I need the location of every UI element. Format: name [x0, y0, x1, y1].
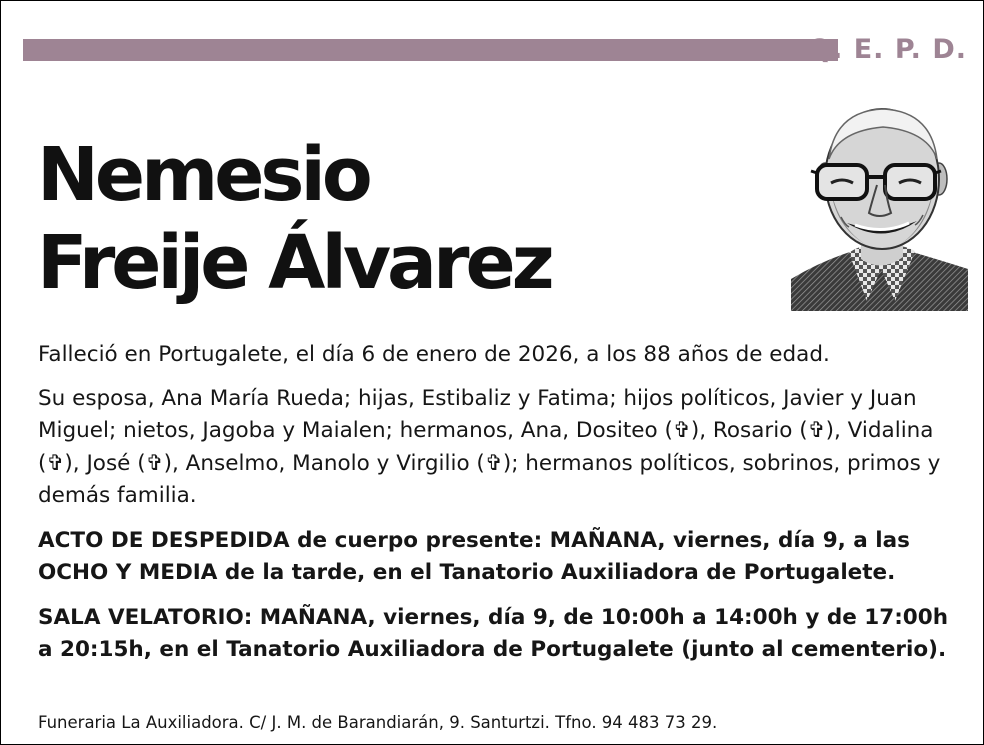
deceased-portrait: [791, 101, 968, 311]
deceased-surnames: Freije Álvarez: [37, 220, 551, 306]
header-bar: [23, 39, 838, 61]
qepd-label: Q. E. P. D.: [808, 34, 967, 65]
family-list: Su esposa, Ana María Rueda; hijas, Estibaliz y Fatima; hijos políticos, Javier y Juan Miguel; nietos, Jagoba y Maialen; hermanos, Ana, Dositeo (✞), Rosario (✞), Vidalina (✞), José (✞), Anselmo, Manolo y Virgilio (✞); hermanos políticos, sobrinos, primos y demás familia.: [38, 385, 941, 508]
deceased-first-name: Nemesio: [37, 132, 369, 218]
ceremony-info: ACTO DE DESPEDIDA de cuerpo presente: MAÑANA, viernes, día 9, a las OCHO Y MEDIA de la tarde, en el Tanatorio Auxiliadora de Portugalete.: [38, 527, 910, 585]
vigil-info: SALA VELATORIO: MAÑANA, viernes, día 9, de 10:00h a 14:00h y de 17:00h a 20:15h, en el Tanatorio Auxiliadora de Portugalete (junto al cementerio).: [38, 604, 949, 662]
funeral-home-footer: Funeraria La Auxiliadora. C/ J. M. de Barandiarán, 9. Santurtzi. Tfno. 94 483 73 29.: [38, 713, 718, 732]
death-notice: Falleció en Portugalete, el día 6 de enero de 2026, a los 88 años de edad.: [38, 342, 830, 367]
obituary-text: [38, 339, 956, 667]
deceased-name: [37, 131, 551, 307]
